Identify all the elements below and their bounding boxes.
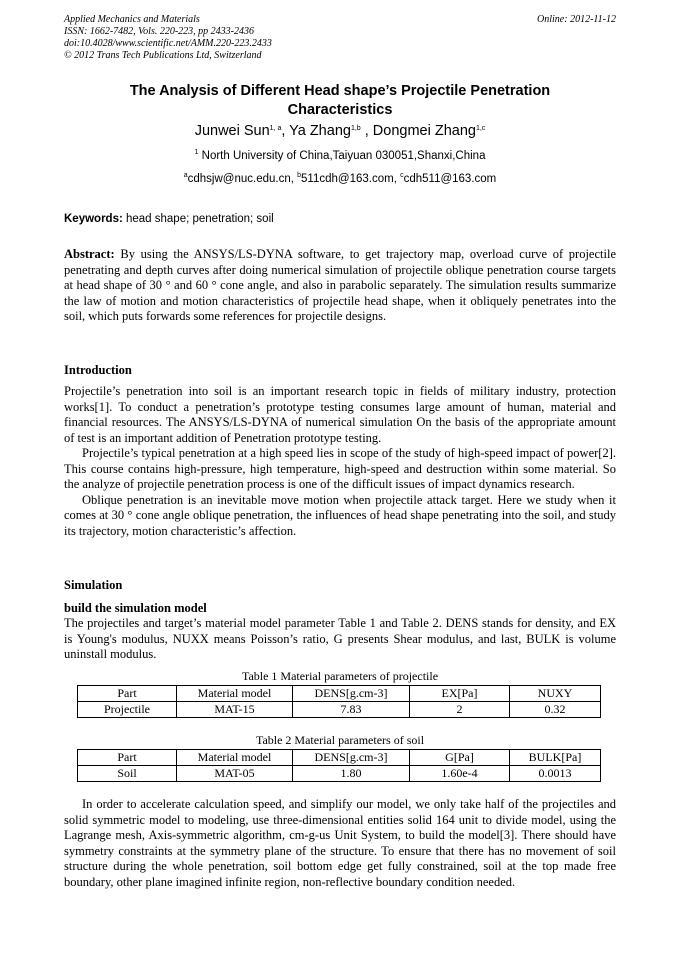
- simulation-paragraph: The projectiles and target’s material model parameter Table 1 and Table 2. DENS stands for density, and EX is Young's modulus, NUXX means Poisson’s ratio, G presents Shear modulus, and last, BULK is volume uninstall modulus.: [64, 616, 616, 661]
- abstract: [64, 247, 616, 325]
- table-cell: 1.80: [293, 766, 410, 782]
- paper-title: [64, 82, 616, 120]
- online-date: Online: 2012-11-12: [537, 14, 616, 25]
- table-cell: MAT-05: [177, 766, 293, 782]
- simulation-heading: Simulation: [64, 578, 123, 592]
- author-separator: ,: [360, 123, 373, 139]
- keywords-line: [64, 212, 616, 227]
- title-line-2: Characteristics: [287, 102, 393, 118]
- author-affiliation-mark: 1, a: [269, 125, 282, 132]
- table-header-cell: Part: [78, 686, 177, 702]
- affiliation: [64, 148, 616, 164]
- paragraph: Projectile’s penetration into soil is an important research topic in fields of military industry, protection works[1]. To conduct a penetration’s prototype testing consumes large amount of human, material and financial resources. The ANSYS/LS-DYNA of numerical simulation On the basis of the appropriate amount of test is an important addition of Penetration prototype testing.: [64, 384, 616, 445]
- table-cell: 0.0013: [510, 766, 601, 782]
- affiliation-mark: 1: [194, 149, 199, 156]
- table-cell: 2: [410, 702, 510, 718]
- table-row: [78, 766, 601, 782]
- author-affiliation-mark: 1,b: [350, 125, 361, 132]
- issn-line: ISSN: 1662-7482, Vols. 220-223, pp 2433-2436: [64, 26, 254, 37]
- simulation-subheading: build the simulation model: [64, 601, 207, 615]
- email-mark: c: [400, 172, 404, 179]
- author-affiliation-mark: 1,c: [475, 125, 486, 132]
- table-header-cell: Part: [78, 750, 177, 766]
- simulation-model-body: [64, 797, 616, 890]
- table-header-cell: Material model: [177, 750, 293, 766]
- paragraph: Oblique penetration is an inevitable move motion when projectile attack target. Here we study when it comes at 30 ° cone angle oblique penetration, the influences of head shape penetrating into the soil, and study its trajectory, motion characteristic’s affection.: [64, 492, 616, 538]
- email-address[interactable]: cdhsjw@nuc.edu.cn,: [187, 173, 298, 185]
- introduction-body: [64, 384, 616, 539]
- author-separator: ,: [281, 123, 290, 139]
- journal-header: [64, 14, 616, 62]
- email-mark: a: [183, 172, 188, 179]
- author-emails: [64, 171, 616, 187]
- journal-name: Applied Mechanics and Materials: [64, 14, 200, 25]
- paragraph: In order to accelerate calculation speed, and simplify our model, we only take half of the projectiles and solid symmetric model to modeling, use three-dimensional entities solid 164 unit to divide model, using the Lagrange mesh, Axis-symmetric algorithm, cm-g-us Unit System, to build the model[3]. There should have symmetry constraints at the symmetry plane of the structure. To ensure that there has no movement of soil structure during the whole penetration, soil bottom edge get fully constrained, soil at the top made free boundary, other plane imagined infinite region, non-reflective boundary condition needed.: [64, 797, 616, 889]
- email-mark: b: [297, 172, 302, 179]
- title-line-1: The Analysis of Different Head shape’s Projectile Penetration: [129, 83, 551, 99]
- table-cell: Projectile: [78, 702, 177, 718]
- table-header-cell: DENS[g.cm-3]: [293, 686, 410, 702]
- author-name: Junwei Sun: [194, 123, 270, 139]
- table-row: [78, 702, 601, 718]
- table-cell: 7.83: [293, 702, 410, 718]
- table-cell: 0.32: [510, 702, 601, 718]
- table-cell: MAT-15: [177, 702, 293, 718]
- copyright-line: © 2012 Trans Tech Publications Ltd, Switzerland: [64, 50, 262, 61]
- table-header-cell: Material model: [177, 686, 293, 702]
- abstract-text: By using the ANSYS/LS-DYNA software, to get trajectory map, overload curve of projectile penetrating and depth curves after doing numerical simulation of projectile oblique penetration course targets at head shape of 30 ° and 60 ° cone angle, and also in parabolic separately. The simulation results summarize the law of motion and motion characteristics of projectile head shape, when it obliquely penetrates into the soil, which puts forwards some references for projectile designs.: [64, 247, 616, 323]
- introduction-heading: Introduction: [64, 363, 132, 377]
- table-header-cell: DENS[g.cm-3]: [293, 750, 410, 766]
- abstract-label: Abstract:: [64, 247, 115, 261]
- table-header-row: [78, 686, 601, 702]
- table-header-cell: BULK[Pa]: [510, 750, 601, 766]
- keywords-text: head shape; penetration; soil: [122, 213, 274, 225]
- author-name: Ya Zhang: [289, 123, 351, 139]
- table-material-soil: [77, 749, 601, 782]
- table-header-cell: NUXY: [510, 686, 601, 702]
- email-address[interactable]: 511cdh@163.com,: [301, 173, 401, 185]
- table-material-projectile: [77, 685, 601, 718]
- paragraph: Projectile’s typical penetration at a high speed lies in scope of the study of high-speed impact of power[2]. This course contains high-pressure, high temperature, high-speed and destruction within some material. So the analyze of projectile penetration process is one of the difficult issues of impact dynamics research.: [64, 446, 616, 491]
- table-header-cell: EX[Pa]: [410, 686, 510, 702]
- table-cell: 1.60e-4: [410, 766, 510, 782]
- table-header-row: [78, 750, 601, 766]
- doi-line: doi:10.4028/www.scientific.net/AMM.220-223.2433: [64, 38, 272, 49]
- table1-caption: Table 1 Material parameters of projectile: [241, 669, 439, 683]
- author-list: [64, 122, 616, 140]
- affiliation-text: North University of China,Taiyuan 030051,Shanxi,China: [198, 150, 486, 162]
- email-address[interactable]: cdh511@163.com: [403, 173, 497, 185]
- keywords-label: Keywords:: [64, 213, 123, 225]
- table-cell: Soil: [78, 766, 177, 782]
- table-header-cell: G[Pa]: [410, 750, 510, 766]
- table2-caption: Table 2 Material parameters of soil: [255, 733, 425, 747]
- author-name: Dongmei Zhang: [372, 123, 476, 139]
